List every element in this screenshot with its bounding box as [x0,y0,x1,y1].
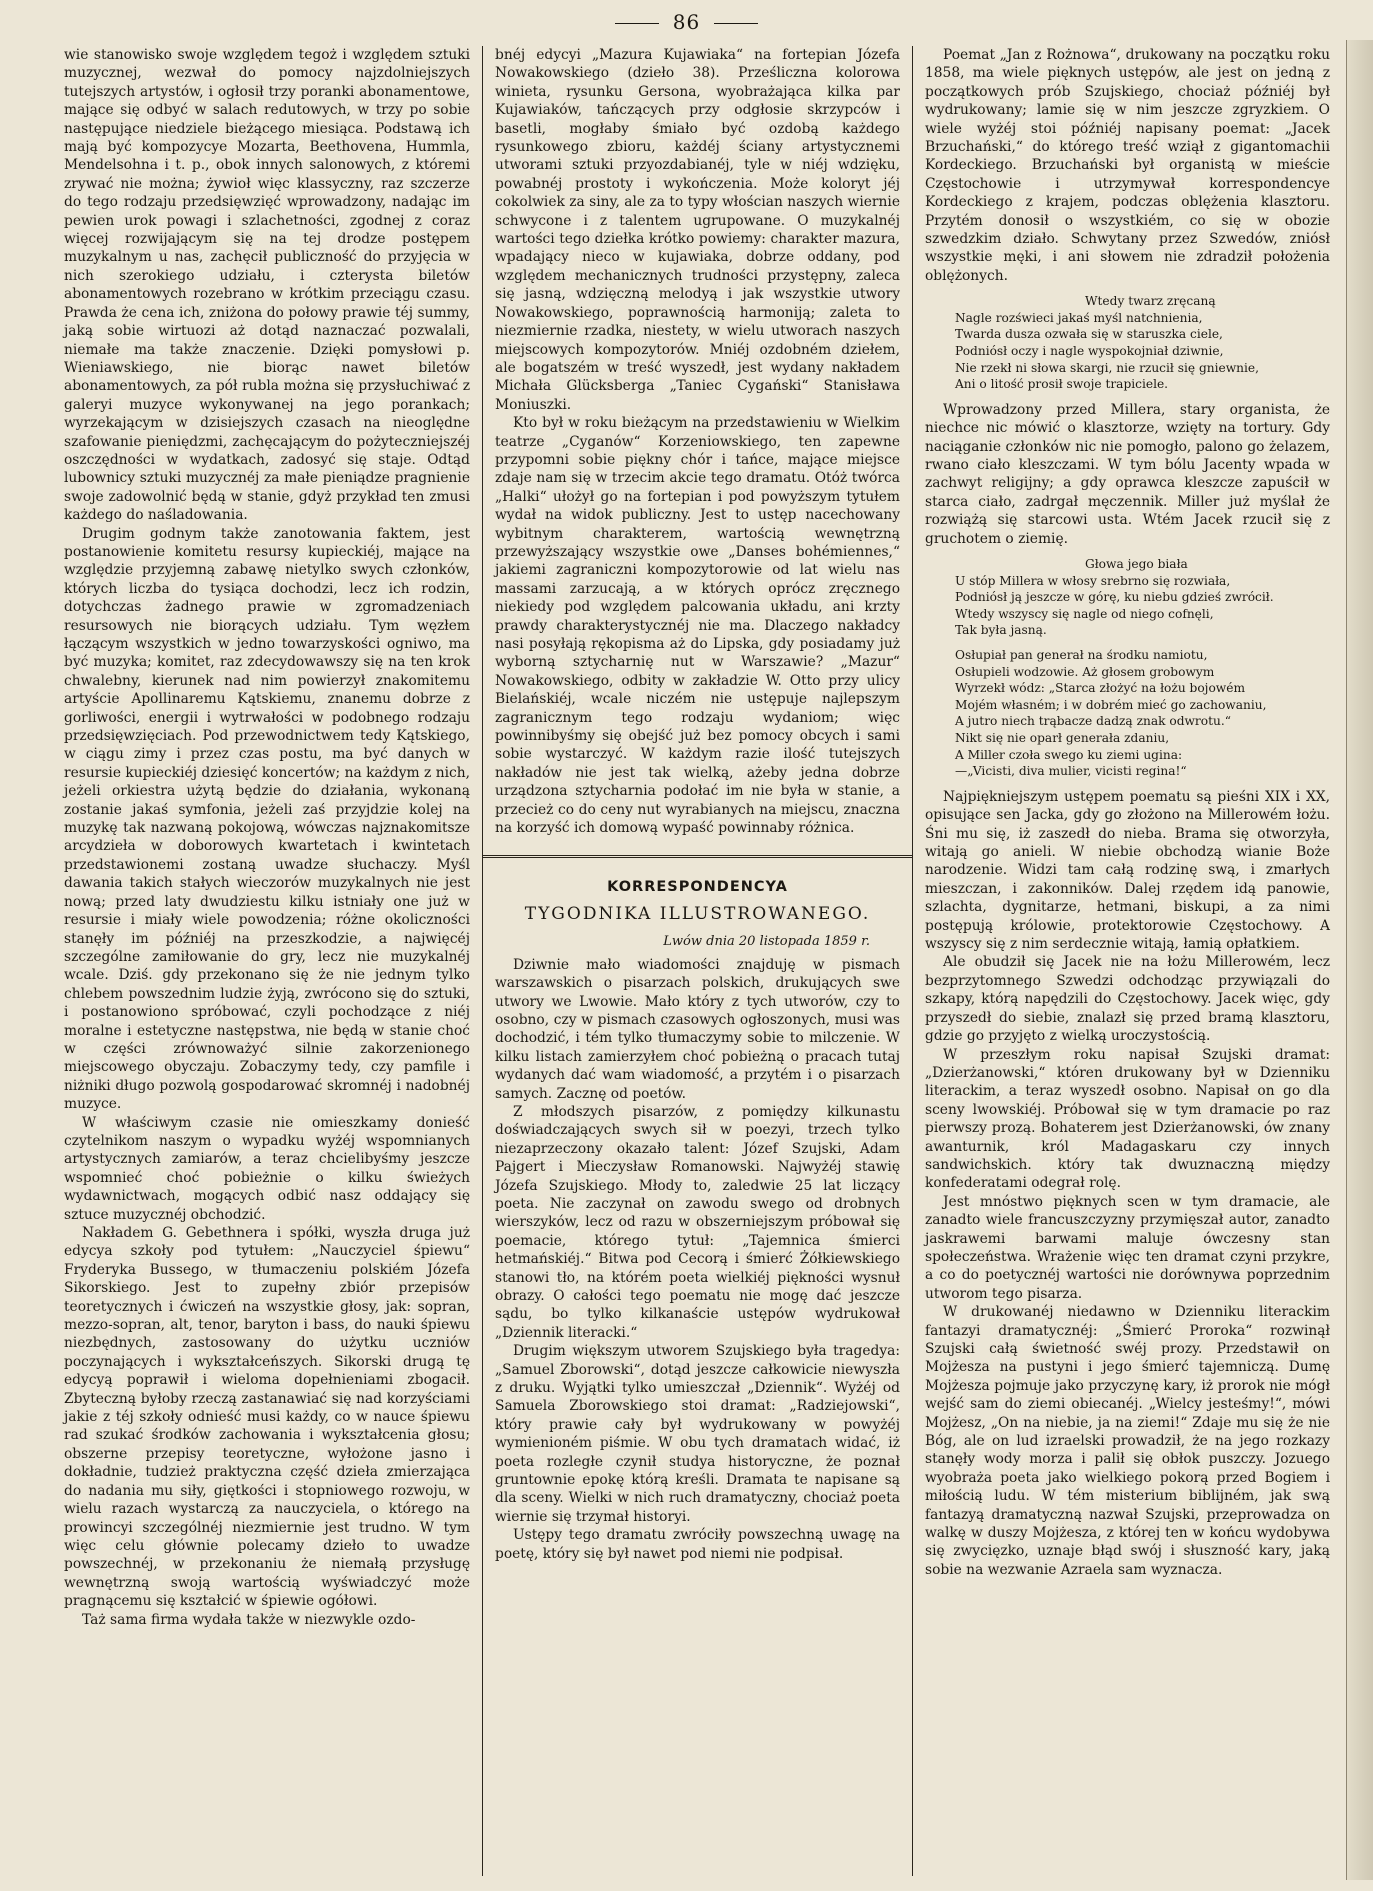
poem-line: A Miller czoła swego ku ziemi ugina: [955,747,1183,762]
column-right [912,46,1342,1876]
poem-line: Ani o litość prosił swoje trapiciele. [955,377,1169,392]
poem-excerpt [955,556,1330,780]
poem-line: U stóp Millera w włosy srebrno się rozwiała, [955,573,1231,588]
paragraph: Dziwnie mało wiadomości znajduję w pismach warszawskich o pisarzach polskich, drukujących swe utwory we Lwowie. Mało który z tych utworów, czy to osobno, czy w pismach czasowych ogłoszonych, musi was dochodzić, i tém tylko tłumaczymy sobie to milczenie. W kilku listach zamierzyłem choć pobieżną o pracach tutaj wydanych dać wam wiadomość, a przytém i o pisarzach samych. Zacznę od poetów. [495,956,900,1102]
paragraph: Drugim godnym także zanotowania faktem, jest postanowienie komitetu resursy kupieckiéj, mające na względzie przyjemną zabawę nietylko swych członków, których liczba do tysiąca dochodzi, lecz ich rodzin, dotychczas żadnego prawie w zgromadzeniach resursowych nie biorących udziału. Tym węzłem łączącym wszystkich w jedno towarzyskości ogniwo, ma być muzyka; komitet, raz zdecydowawszy się na ten krok chwalebny, kierunek nad nim powierzył znakomitemu artyście Apollinaremu Kątskiemu, znanemu dobrze z gorliwości, energii i wytrwałości w podobnego rodzaju przedsięwzięciach. Pod przewodnictwem tedy Kątskiego, w ciągu zimy i przez czas postu, ma być danych w resursie kupieckiéj dziesięć koncertów; na każdym z nich, jeżeli orkiestra użytą będzie do działania, wykonaną zostanie jakaś symfonia, jeżeli zaś przyjdzie kolej na muzykę tak nazwaną pokojową, wówczas najznakomitsze arcydzieła w doborowych kwartetach i kwintetach przedstawionemi zostaną uwadze słuchaczy. Myśl dawania takich stałych wieczorów muzykalnych nie jest nową; przed laty dwudziestu kilku istniały one już w resursie i miały wiele powodzenia; różne okoliczności stanęły im późniéj na przeszkodzie, a najwięcéj szczególne zamiłowanie do gry, lecz nie muzykalnéj wcale. Dziś. gdy przekonano się że nie jednym tylko chlebem powszednim ludzie żyją, zwrócono się do sztuki, i postanowiono spróbować, czyli pochodzące z niéj moralne i estetyczne następstwa, nie będą w stanie choć w części zrównoważyć silnie zakorzenionego miejscowego obyczaju. Zobaczymy tedy, czy pamfile i niżniki długo pozwolą gospodarować skromnéj i nadobnéj muzyce. [64,525,470,1113]
paragraph: Taż sama firma wydała także w niezwykle ozdo- [82,1611,416,1628]
column-middle [482,46,912,1876]
paragraph: Ustępy tego dramatu zwróciły powszechną uwagę na poetę, który się był nawet pod niemi nie podpisał. [495,1527,900,1562]
paragraph: Nakładem G. Gebethnera i spółki, wyszła druga już edycya szkoły pod tytułem: „Nauczyciel śpiewu“ Fryderyka Bussego, w tłumaczeniu polskiém Józefa Sikorskiego. Jest to zupełny zbiór przepisów teoretycznych i ćwiczeń na wszystkie głosy, jak: sopran, mezzo-sopran, alt, tenor, baryton i bass, do nauki śpiewu niezbędnych, zastosowany do użytku uczniów poczynających i wykształceńszych. Sikorski drugą tę edycyą poprawił i wieloma dopełnieniami zbogacił. Zbyteczną byłoby rzeczą zastanawiać się nad korzyściami jakie z téj szkoły odnieść musi każdy, co w nauce śpiewu rad szukać środków zachowania i wykształcenia głosu; obszerne przepisy teoretyczne, wyłożone jasno i dokładnie, tudzież praktyczna część dzieła zmierzająca do nadania mu siły, giętkości i stopniowego rozwoju, w wielu razach wystarczą za nauczyciela, o którego na prowincyi szczególnéj niezmiernie jest trudno. W tym więc celu głównie polecamy dzieło to uwadze powszechnéj, w przekonaniu że niemałą przysługę wewnętrzną swoją wartością wyświadczyć może pragnącemu się kształcić w śpiewie ogółowi. [64,1225,470,1610]
poem-stanza-gap [955,639,1330,647]
dateline: Lwów dnia 20 listopada 1859 r. [663,934,870,950]
poem-line: Podniósł ją jeszcze w górę, ku niebu gdzieś zwrócił. [955,590,1274,605]
poem-line: Nagle rozświeci jakaś myśl natchnienia, [955,310,1203,325]
column-left [52,46,482,1876]
poem-line: Głowa jego biała [1085,557,1188,572]
poem-line: Osłupieli wodzowie. Aż głosem grobowym [955,664,1215,679]
paragraph: Ale obudził się Jacek nie na łożu Millerowém, lecz bezprzytomnego Szwedzi odchodząc przywiązali do szkapy, którą napędzili do Częstochowy. Jacek więc, gdy przyszedł do siebie, znalazł się przed bramą klasztoru, gdzie go przyjęto z wielką uroczystością. [925,954,1330,1045]
poem-line: Wtedy twarz zręcaną [1085,294,1216,309]
paragraph: Wprowadzony przed Millera, stary organista, że niechce nic mówić o klasztorze, wzięty na tortury. Gdy naciąganie członków nic nie pomogło, palono go żelazem, rwano ciało kleszczami. W tym bólu Jacenty wpada w zachwyt religijny; a gdy oprawca kleszcze zapuścił w starca ciało, zadrgał męczennik. Miller już myślał że rozwiążą się starcowi usta. Wtém Jacek rzucił się z gruchotem o ziemię. [925,401,1330,547]
adjacent-page-edge [1346,40,1373,1880]
section-separator [483,855,912,858]
paragraph: Poemat „Jan z Rożnowa“, drukowany na początku roku 1858, ma wiele pięknych ustępów, ale jest on jedną z początkowych prób Szujskiego, chociaż późniéj był wydrukowany; lamie się w nim jeszcze zgryzkiem. O wiele wyżéj stoi późniéj napisany poemat: „Jacek Brzuchański,“ do którego treść wziął z gigantomachii Kordeckiego. Brzuchański był organistą w mieście Częstochowie i utrzymywał korrespondencye Kordeckiego z krajem, podczas oblężenia klasztoru. Przytém donosił o wszystkiém, co się w obozie szwedzkim działo. Schwytany przez Szwedów, zniósł wszystkie męki, i ani słowem nie zdradził położenia oblężonych. [925,47,1330,284]
poem-line: Tak była jasną. [955,623,1047,638]
poem-line: Nie rzekł ni słowa skargi, nie rzucił się gniewnie, [955,360,1259,375]
paragraph: wie stanowisko swoje względem tegoż i względem sztuki muzycznej, wezwał do pomocy najzdolniejszych tutejszych artystów, i ogłosił trzy poranki abonamentowe, mające się odbyć w salach redutowych, w trzy po sobie następujące niedziele bieżącego miesiąca. Podstawą ich mają być kompozycye Mozarta, Beethovena, Hummla, Mendelsohna i t. p., obok innych salonowych, z któremi zrywać nie można; żywioł więc klassyczny, raz szczerze do tego rodzaju przedsięwzięć wprowadzony, nadając im pewien urok powagi i szlachetności, zgodnej z coraz więcej rozwijającym się na tej drodze postępem muzykalnym u nas, zachęcił publiczność do przyjęcia w nich szerokiego udziału, i czterysta biletów abonamentowych rozebrano w krótkim przeciągu czasu. Prawda że cena ich, zniżona do połowy prawie téj summy, jaką sobie wirtuozi aż dotąd naznaczać pozwalali, niemałe ma także znaczenie. Dzięki pomysłowi p. Wieniawskiego, nie biorąc nawet biletów abonamentowych, za pół rubla można się przysłuchiwać z galeryi muzyce wykonywanej na jego porankach; wyrzekającym w dzisiejszych czasach na nieoględne szafowanie pieniędzmi, zachęcającym do pożyteczniejszéj oszczędności w wydatkach, zadosyć się staje. Odtąd lubownicy sztuki muzycznéj za małe pieniądze pragnienie swoje zadowolnić będą w stanie, gdyż przykład ten zmusi każdego do naśladowania. [64,47,470,524]
poem-line: A jutro niech trąbacze dadzą znak odwrotu.“ [955,714,1231,729]
paragraph: W drukowanéj niedawno w Dzienniku literackim fantazyi dramatycznéj: „Śmierć Proroka“ rozwinął Szujski całą świetność swéj prozy. Przedstawił on Mojżesza na pustyni i jego śmierć tajemniczą. Dumę Mojżesza pojmuje jako przyczynę kary, iż prorok nie mógł wejść sam do ziemi obiecanéj. „Wielcy jesteśmy!“, mówi Mojżesz, „On na niebie, ja na ziemi!“ Zdaje mu się że nie Bóg, ale on lud izraelski prowadził, że na jego rozkazy stanęły wody morza i palił się obłok puszczy. Jozuego wyobraża poeta jako wielkiego pokorą przed Bogiem i miłością ludu. W tém misterium biblijném, jak swą fantazyą dramatyczną nazwał Szujski, przeprowadza on walkę w duszy Mojżesza, z której ten w końcu wydobywa się zwycięzko, uznaje błąd swój i słuszność kary, jaką sobie na wezwanie Azraela sam wyznacza. [925,1304,1330,1578]
poem-excerpt [955,293,1330,393]
poem-line: Wyrzekł wódz: „Starca złożyć na łożu bojowém [955,681,1246,696]
paragraph: Z młodszych pisarzów, z pomiędzy kilkunastu doświadczających swych sił w poezyi, trzech tylko niezaprzeczony okazało talent: Józef Szujski, Adam Pajgert i Mieczysław Romanowski. Najwyżéj stawię Józefa Szujskiego. Młody to, zaledwie 25 lat liczący poeta. Nie zaczynał on zawodu swego od drobnych wierszyków, lecz od razu w obszerniejszym próbował się poemacie, którego tytuł: „Tajemnica śmierci hetmańskiéj.“ Bitwa pod Cecorą i śmierć Żółkiewskiego stanowi tło, na którém poeta wielkiéj piękności wysnuł obrazy. O całości tego poematu nie mogę dać jeszcze sądu, bo tylko kilkanaście ustępów wydrukował „Dziennik literacki.“ [495,1103,900,1341]
section-subtitle: TYGODNIKA ILLUSTROWANEGO. [524,903,871,924]
poem-line: —„Vicisti, diva mulier, vicisti regina!“ [955,764,1187,779]
paragraph: Drugim większym utworem Szujskiego była tragedya: „Samuel Zborowski“, dotąd jeszcze całkowicie niewyszła z druku. Wyjątki tylko umieszczał „Dziennik“. Wyżéj od Samuela Zborowskiego stoi dramat: „Radziejowski“, który prawie cały był wydrukowany w powyżéj wymienioném piśmie. W obu tych dramatach widać, iż poeta rozległe czynił studya historyczne, że poznał gruntownie epokę którą kreśli. Dramata te napisane są dla sceny. Wielki w nich ruch dramatyczny, chociaż poeta wiernie się trzymał historyi. [495,1343,900,1525]
paragraph: Najpiękniejszym ustępem poematu są pieśni XIX i XX, opisujące sen Jacka, gdy go złożono na Millerowém łożu. Śni mu się, iż zaszedł do nieba. Brama się otworzyła, witają go anieli. W niebie obchodzą wianie Boże narodzenie. Widzi tam całą rodzinę swą, i zmarłych mieszczan, i zakonników. Dalej rzędem idą panowie, szlachta, dygnitarze, hetmani, biskupi, a za nimi postępują królowie, protektorowie Częstochowy. A wszyscy się z nim serdecznie witają, łamią opłatkiem. [925,788,1330,953]
page-number: 86 [0,10,1373,34]
poem-line: Twarda dusza ozwała się w staruszka ciele, [955,327,1223,342]
poem-line: Podniósł oczy i nagle wyspokojniał dziwnie, [955,344,1224,359]
paragraph: bnéj edycyi „Mazura Kujawiaka“ na fortepian Józefa Nowakowskiego (dzieło 38). Prześliczna kolorowa winieta, rysunku Gersona, wyobrażająca kilka par Kujawiaków, tańczących przy odgłosie skrzypców i basetli, mogłaby śmiało być ozdobą każdego rysunkowego zbioru, każdéj ściany artystycznemi utworami sztuki przyozdabianéj, tyle w niéj wdzięku, powabnéj prostoty i wykończenia. Może koloryt jéj cokolwiek za siny, ale za to typy włościan naszych wiernie schwycone i z talentem ugrupowane. O muzykalnéj wartości tego dziełka krótko powiemy: charakter mazura, wpadający nieco w kujawiaka, dobrze oddany, pod względem mechanicznych trudności przystępny, zaleca się jasną, wdzięczną melodyą i jak wszystkie utwory Nowakowskiego, poprawnością harmoniją; zaleta to niezmiernie rzadka, niestety, w wielu utworach naszych miejscowych kompozytorów. Mniéj ozdobném dziełem, ale bogatszém w treść wyszedł, jest wydany nakładem Michała Glücksberga „Taniec Cygański“ Stanisława Moniuszki. [495,47,900,413]
section-title: KORRESPONDENCYA [607,879,788,896]
article-columns [52,46,1342,1876]
paragraph: W właściwym czasie nie omieszkamy donieść czytelnikom naszym o wypadku wyżéj wspomnianych artystycznych zamiarów, a teraz chcielibyśmy jeszcze wspomnieć choć pobieżnie o kilku świeżych wydawnictwach, mogących odbić nasz oddający się sztuce muzycznéj obchodzić. [64,1114,470,1223]
poem-line: Osłupiał pan generał na środku namiotu, [955,648,1208,663]
paragraph: W przeszłym roku napisał Szujski dramat: „Dzierżanowski,“ któren drukowany był w Dzienniku literackim, a teraz wyszedł osobno. Napisał on go dla sceny lwowskiéj. Próbował się w tym dramacie po raz pierwszy prozą. Bohaterem jest Dzierżanowski, ów znany awanturnik, król Madagaskaru czy innych sandwichskich. który tak dwuznaczną między konfederatami odegrał rolę. [925,1046,1330,1192]
poem-line: Wtedy wszyscy się nagle od niego cofnęli, [955,606,1214,621]
paragraph: Kto był w roku bieżącym na przedstawieniu w Wielkim teatrze „Cyganów“ Korzeniowskiego, ten zapewne przypomni sobie piękny chór i tańce, mające miejsce zdaje nam się w trzecim akcie tego dramatu. Otóż twórca „Halki“ ułożył go na fortepian i pod powyższym tytułem wydał na widok publiczny. Jest to ustęp nacechowany wybitnym charakterem, wartością wewnętrzną przewyższający wszystkie owe „Danses bohémiennes,“ jakiemi zagraniczni kompozytorowie od lat wielu nas massami zarzucają, a w których oprócz zręcznego niekiedy pod względem palcowania układu, ani krzty prawdy charakterystycznéj nie ma. Dlaczego nakładcy nasi posyłają rękopisma aż do Lipska, gdy posiadamy już wyborną sztycharnię nut w Warszawie? „Mazur“ Nowakowskiego, odbity w zakładzie W. Otto przy ulicy Bielańskiéj, wcale niczém nie ustępuje najlepszym zagranicznym tego rodzaju wydaniom; więc powinnibyśmy się obejść już bez pomocy obcych i sami sobie wystarczyć. W każdym razie ilość tutejszych nakładów nie jest tak wielką, ażeby jedna dobrze urządzona sztycharnia podołać im nie była w stanie, a przecież co do ceny nut wyrabianych na miejscu, znaczna na korzyść ich domową wypaść powinnaby różnica. [495,415,900,837]
poem-line: Mojém własném; i w dobrém mieć go zachowaniu, [955,697,1267,712]
poem-line: Nikt się nie oparł generała zdaniu, [955,731,1170,746]
paragraph: Jest mnóstwo pięknych scen w tym dramacie, ale zanadto wiele francuszczyzny przymięszał autor, zanadto jaskrawemi barwami maluje ówczesny stan społeczeństwa. Wrażenie więc ten dramat czyni przykre, a co do poetycznéj wartości nie dorównywa poprzednim utworom tego pisarza. [925,1193,1330,1302]
